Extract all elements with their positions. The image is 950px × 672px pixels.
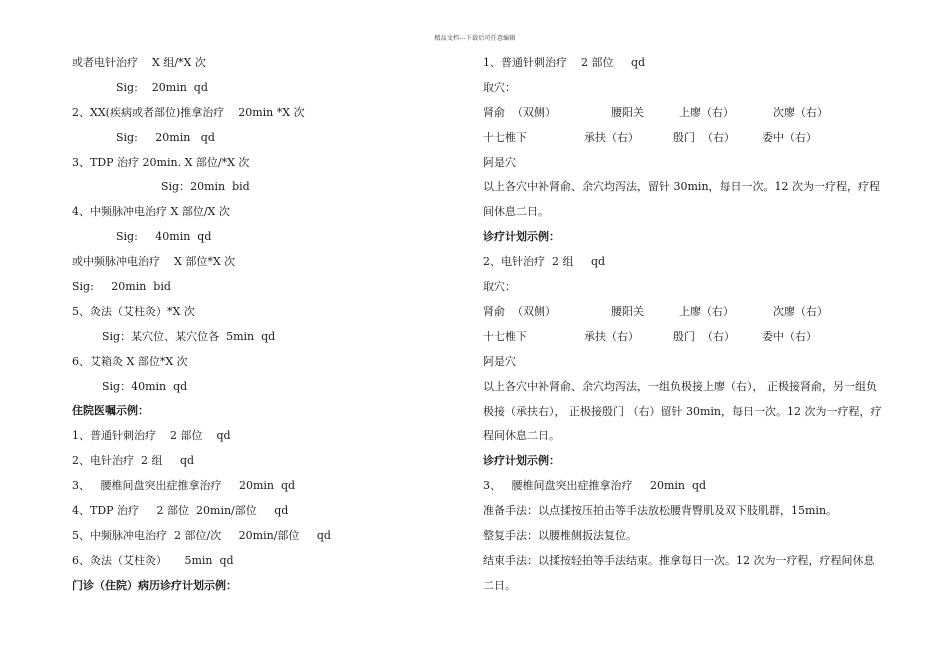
acupoint: 殷门 （右） xyxy=(673,130,735,144)
page-header: 精品文档---下载后可任意编辑 xyxy=(434,35,516,42)
acupoint: 十七椎下 xyxy=(483,130,527,144)
order-line: 或中频脉冲电治疗 X 部位*X 次 xyxy=(72,255,236,269)
technique-step: 准备手法：以点揉按压拍击等手法放松腰背臀肌及双下肢肌群，15min。 xyxy=(483,504,838,518)
acupoint-row xyxy=(483,300,883,325)
acupoint: 阿是穴 xyxy=(483,354,516,368)
acupoint-label: 取穴： xyxy=(483,280,516,294)
order-line: 或者电针治疗 X 组/*X 次 xyxy=(72,56,206,69)
order-line: Sig：40min qd xyxy=(102,379,188,393)
treatment-item: 1、普通针刺治疗 2 部位 qd xyxy=(483,56,646,69)
acupoint: 委中（右） xyxy=(762,130,817,144)
acupoint-row xyxy=(483,101,883,126)
order-line: 3、TDP 治疗 20min. X 部位/*X 次 xyxy=(72,155,250,169)
acupoint-row xyxy=(483,325,883,350)
order-line: 1、普通针刺治疗 2 部位 qd xyxy=(72,429,231,443)
order-line: Sig: 20min bid xyxy=(72,280,171,294)
acupoint: 上廖（右） xyxy=(679,105,734,119)
order-line: 2、电针治疗 2 组 qd xyxy=(72,454,195,468)
right-column xyxy=(483,51,883,599)
treatment-description: 以上各穴中补肾俞、余穴均泻法，一组负极接上廖（右）， 正极接肾俞，另一组负极接（承扶右）， 正极接殷门 （右）留针 30min，每日一次。12 次为一疗程，疗程间休息二日。 xyxy=(483,379,882,443)
acupoint: 次廖（右） xyxy=(773,304,828,318)
section-heading: 门诊（住院）病历诊疗计划示例： xyxy=(72,578,237,592)
order-line: 6、艾箱灸 X 部位*X 次 xyxy=(72,354,188,368)
technique-step: 结束手法：以揉按轻拍等手法结束。推拿每日一次。12 次为一疗程，疗程间休息二日。 xyxy=(483,553,875,592)
order-line: Sig: 20min qd xyxy=(116,130,215,144)
acupoint: 腰阳关 xyxy=(611,105,644,119)
acupoint: 委中（右） xyxy=(762,329,817,343)
acupoint: 殷门 （右） xyxy=(673,329,735,343)
acupoint: 承扶（右） xyxy=(584,329,639,343)
acupoint: 肾俞 （双侧） xyxy=(483,304,556,318)
acupoint-label: 取穴： xyxy=(483,80,516,94)
acupoint: 承扶（右） xyxy=(584,130,639,144)
order-line: 5、灸法（艾柱灸）*X 次 xyxy=(72,304,195,318)
technique-step: 整复手法：以腰椎侧扳法复位。 xyxy=(483,529,637,542)
order-line: Sig：某穴位、某穴位各 5min qd xyxy=(102,329,276,343)
order-line: 2、XX(疾病或者部位)推拿治疗 20min *X 次 xyxy=(72,105,305,119)
treatment-description: 以上各穴中补肾俞、余穴均泻法，留针 30min，每日一次。12 次为一疗程，疗程间休息二日。 xyxy=(483,180,881,219)
order-line: Sig: 40min qd xyxy=(116,230,212,244)
acupoint: 次廖（右） xyxy=(773,105,828,119)
order-line: 3、 腰椎间盘突出症推拿治疗 20min qd xyxy=(72,479,296,493)
acupoint: 阿是穴 xyxy=(483,155,516,169)
section-heading: 住院医嘱示例： xyxy=(72,404,149,418)
order-line: 5、中频脉冲电治疗 2 部位/次 20min/部位 qd xyxy=(72,528,331,542)
treatment-item: 3、 腰椎间盘突出症推拿治疗 20min qd xyxy=(483,479,707,493)
left-column xyxy=(72,51,452,599)
acupoint: 腰阳关 xyxy=(611,304,644,318)
acupoint: 肾俞 （双侧） xyxy=(483,105,556,119)
section-heading: 诊疗计划示例： xyxy=(483,454,560,468)
order-line: 6、灸法（艾柱灸） 5min qd xyxy=(72,553,234,567)
acupoint: 十七椎下 xyxy=(483,329,527,343)
acupoint-row xyxy=(483,126,883,151)
order-line: Sig：20min bid xyxy=(161,180,250,194)
order-line: Sig: 20min qd xyxy=(116,80,208,94)
order-line: 4、TDP 治疗 2 部位 20min/部位 qd xyxy=(72,504,289,518)
order-line: 4、中频脉冲电治疗 X 部位/X 次 xyxy=(72,205,230,219)
treatment-item: 2、电针治疗 2 组 qd xyxy=(483,255,606,269)
section-heading: 诊疗计划示例： xyxy=(483,230,560,244)
acupoint: 上廖（右） xyxy=(679,304,734,318)
